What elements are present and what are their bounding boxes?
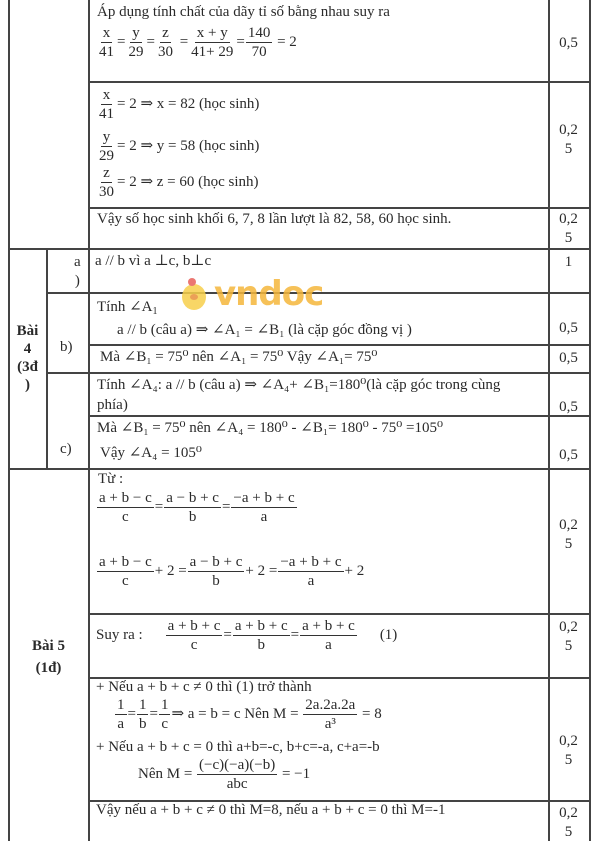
score: 0,2 5 [559,619,578,654]
part-b-line3: Mà ∠B₁ = 75⁰ nên ∠A₁ = 75⁰ Vậy ∠A₁= 75⁰ [100,349,378,365]
conclusion-text: Vậy số học sinh khối 6, 7, 8 lần lượt là 82, 58, 60 học sinh. [97,211,452,227]
bai5-conclusion-text: Vậy nếu a + b + c ≠ 0 thì M=8, nếu a + b + c = 0 thì M=-1 [96,802,446,818]
part-c-label: c) [60,441,72,457]
given-intro: Từ : [98,471,124,487]
score: 0,2 5 [559,805,578,840]
score: 0,2 5 [559,122,578,157]
part-b-label: b) [60,339,73,355]
ratio-equation: $\frac{x}{41}$ = $\frac{y}{29}$ = $\frac{z}{30}$ = $\frac{x + y}{41+ 29}$ = $\frac{140}{70}$ = 2 [99,25,297,60]
bai4-label: Bài 4 (3đ ) [16,323,39,393]
part-a-text: a // b vì a ⊥c, b⊥c [95,253,212,269]
part-c-line3: Mà ∠B₁ = 75⁰ nên ∠A₄ = 180⁰ - ∠B₁= 180⁰ - 75⁰ =105⁰ [97,420,444,436]
score: 0,5 [559,447,578,463]
solve-z: $\frac{z}{30}$ = 2 ⇒ z = 60 (học sinh) [99,165,259,200]
part-c-line4: Vậy ∠A₄ = 105⁰ [100,445,202,461]
bai5-label: Bài 5 (1đ) [32,638,65,676]
watermark-text: vndoc [214,274,324,314]
score: 0,5 [559,320,578,336]
solve-x: $\frac{x}{41}$ = 2 ⇒ x = 82 (học sinh) [99,87,260,122]
case-zero: + Nếu a + b + c = 0 thì a+b=-c, b+c=-a, c+a=-b [96,739,380,755]
part-a-label: a ) [74,254,81,289]
apply-property-text: Áp dụng tính chất của dãy tỉ số bằng nhau suy ra [97,4,390,20]
part-b-line2: a // b (câu a) ⇒ ∠A₁ = ∠B₁ (là cặp góc đồng vị ) [117,322,412,338]
vndoc-watermark [180,274,323,314]
part-c-line1: Tính ∠A₄: a // b (câu a) ⇒ ∠A₄+ ∠B₁=180⁰(là cặp góc trong cùng [97,377,501,393]
deduce-equation: Suy ra : $\frac{a + b + c}{c}$ = $\frac{a + b + c}{b}$ = $\frac{a + b + c}{a}$ (1) [96,618,398,653]
chick-mascot-icon [180,276,208,312]
given-equation: $\frac{a + b - c}{c}$ = $\frac{a - b + c}{b}$ = $\frac{-a + b + c}{a}$ [99,490,295,525]
case-zero-equation: Nên M = $\frac{(-c)(-a)(-b)}{\text{abc}}$ = −1 [138,757,311,792]
score: 0,5 [559,35,578,51]
part-b-line1: Tính $\angle A_1$ [97,299,158,317]
part-c-line2: phía) [97,397,128,413]
score: 0,2 5 [559,211,578,246]
plus-two-equation: $\frac{a + b - c}{c}$ + 2 = $\frac{a - b + c}{b}$ + 2 = $\frac{-a + b + c}{a}$ + 2 [99,554,365,589]
score: 0,5 [559,399,578,415]
score: 0,2 5 [559,733,578,768]
score: 0,5 [559,350,578,366]
score: 0,2 5 [559,517,578,552]
score: 1 [564,254,573,270]
case-nonzero: + Nếu a + b + c ≠ 0 thì (1) trở thành [96,679,312,695]
case-nonzero-equation: $\frac{1}{a}$ = $\frac{1}{b}$ = $\frac{1}{c}$ ⇒ a = b = c Nên M = $\frac{2a.2a.2a}{\text{a³}}$ = 8 [117,697,382,732]
solve-y: $\frac{y}{29}$ = 2 ⇒ y = 58 (học sinh) [99,129,260,164]
